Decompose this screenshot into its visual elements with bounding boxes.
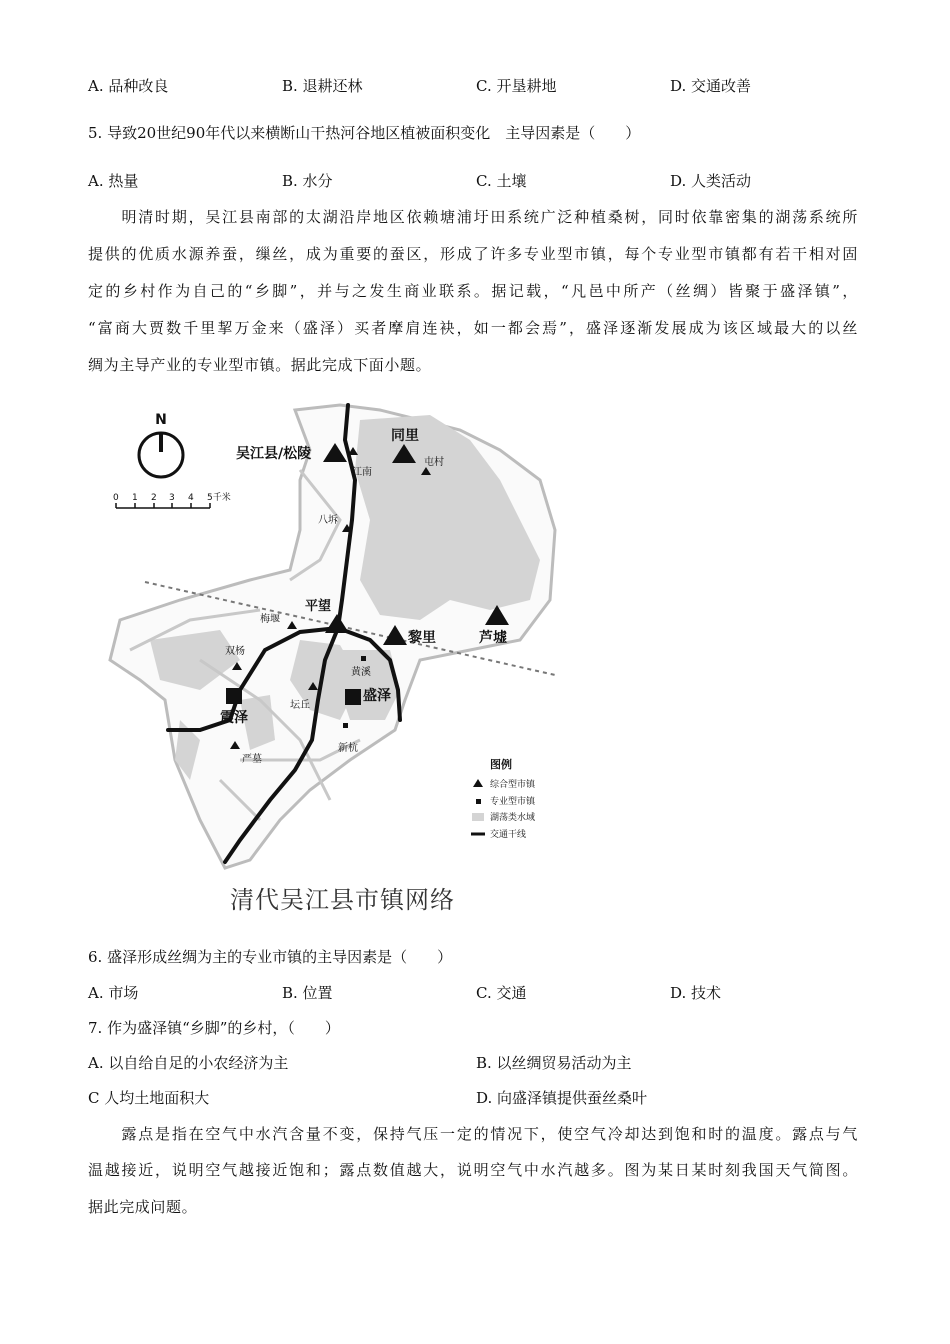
q6-option-b: B. 位置 xyxy=(282,984,333,1002)
place-meiyan: 梅堰 xyxy=(260,614,280,625)
q6-option-d: D. 技术 xyxy=(670,984,722,1002)
place-xinhang: 新杭 xyxy=(338,743,358,754)
scale-tick: 3 xyxy=(169,493,175,503)
place-zhenze: 震泽 xyxy=(220,710,248,726)
legend-item: 交通干线 xyxy=(490,830,527,840)
scale-tick: 0 xyxy=(113,493,119,503)
q4-option-a: A. 品种改良 xyxy=(88,77,169,95)
place-tuncun: 屯村 xyxy=(424,457,444,468)
place-jiangnan: 江南 xyxy=(352,467,372,478)
place-luxu: 芦墟 xyxy=(479,630,507,646)
place-tongli: 同里 xyxy=(391,428,419,444)
place-huangxi: 黄溪 xyxy=(351,667,371,678)
place-shuangyang: 双杨 xyxy=(225,646,245,657)
passage-line: 露点是指在空气中水汽含量不变，保持气压一定的情况下，使空气冷却达到饱和时的温度。露点与气 xyxy=(88,1125,858,1143)
q5-option-d: D. 人类活动 xyxy=(670,172,752,190)
q7-option-d: D. 向盛泽镇提供蚕丝桑叶 xyxy=(476,1089,648,1107)
place-tanqiu: 坛丘 xyxy=(290,700,310,711)
legend-square-icon xyxy=(476,799,481,804)
place-bachai: 八坼 xyxy=(318,515,338,526)
q7-option-a: A. 以自给自足的小农经济为主 xyxy=(88,1054,289,1072)
scale-tick: 4 xyxy=(188,493,194,503)
q7-stem: 7. 作为盛泽镇“乡脚”的乡村，（ ） xyxy=(88,1019,340,1037)
place-shengze: 盛泽 xyxy=(363,688,391,704)
scale-tick: 2 xyxy=(151,493,157,503)
legend-item: 综合型市镇 xyxy=(490,780,536,790)
passage-line: 明清时期，吴江县南部的太湖沿岸地区依赖塘浦圩田系统广泛种植桑树，同时依靠密集的湖荡系统所 xyxy=(88,208,858,226)
legend-water-swatch xyxy=(472,813,484,821)
place-lili: 黎里 xyxy=(408,630,436,646)
q5-option-c: C. 土壤 xyxy=(476,172,527,190)
legend-title: 图例 xyxy=(490,758,512,771)
legend-triangle-icon xyxy=(473,779,483,787)
q5-option-b: B. 水分 xyxy=(282,172,333,190)
q4-option-d: D. 交通改善 xyxy=(670,77,752,95)
scale-tick: 1 xyxy=(132,493,138,503)
q4-option-b: B. 退耕还林 xyxy=(282,77,363,95)
q7-option-c: C 人均土地面积大 xyxy=(88,1089,210,1107)
legend-item: 专业型市镇 xyxy=(490,797,536,807)
north-label: N xyxy=(155,412,167,428)
place-pingwang: 平望 xyxy=(305,599,332,614)
passage-line: 定的乡村作为自己的“乡脚”，并与之发生商业联系。据记载，“凡邑中所产（丝绸）皆聚于盛泽镇”， xyxy=(88,282,858,300)
passage-line: 提供的优质水源养蚕，缫丝，成为重要的蚕区，形成了许多专业型市镇，每个专业型市镇都有若干相对固 xyxy=(88,245,858,263)
map-caption: 清代吴江县市镇网络 xyxy=(230,886,455,914)
q5-stem: 5. 导致20世纪90年代以来横断山干热河谷地区植被面积变化 主导因素是（ ） xyxy=(88,124,641,142)
legend-item: 湖荡类水域 xyxy=(490,813,536,823)
q4-option-c: C. 开垦耕地 xyxy=(476,77,557,95)
passage-line: 绸为主导产业的专业型市镇。据此完成下面小题。 xyxy=(88,356,432,374)
scale-bar xyxy=(113,491,231,508)
q6-stem: 6. 盛泽形成丝绸为主的专业市镇的主导因素是（ ） xyxy=(88,948,453,966)
north-arrow-icon xyxy=(139,412,183,477)
place-yanmu: 严墓 xyxy=(242,754,262,765)
q6-option-c: C. 交通 xyxy=(476,984,527,1002)
place-wujiang: 吴江县/松陵 xyxy=(236,446,312,462)
passage-line: “富商大贾数千里挈万金来（盛泽）买者摩肩连袂，如一都会焉”，盛泽逐渐发展成为该区域最大的以丝 xyxy=(88,319,858,337)
map-legend xyxy=(471,757,536,840)
q5-option-a: A. 热量 xyxy=(88,172,139,190)
q7-option-b: B. 以丝绸贸易活动为主 xyxy=(476,1054,632,1072)
q6-option-a: A. 市场 xyxy=(88,984,139,1002)
passage-line: 据此完成问题。 xyxy=(88,1198,198,1216)
scale-tick: 5千米 xyxy=(207,493,231,503)
passage-line: 温越接近，说明空气越接近饱和；露点数值越大，说明空气中水汽越多。图为某日某时刻我国天气简图。 xyxy=(88,1161,858,1179)
